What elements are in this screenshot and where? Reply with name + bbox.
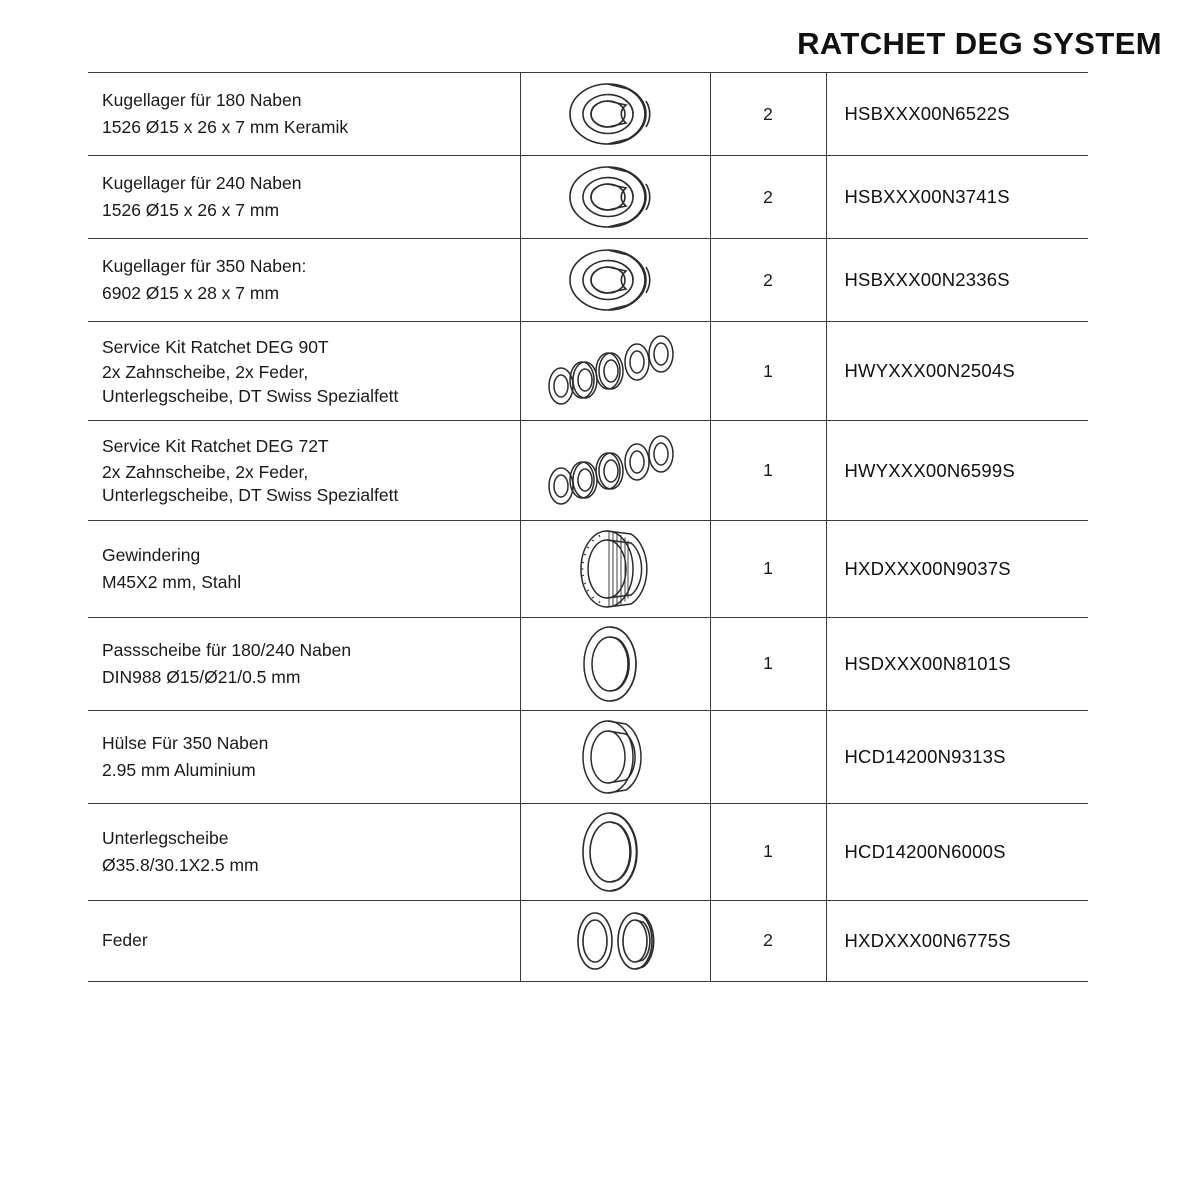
part-name: Kugellager für 350 Naben: (102, 255, 307, 276)
part-name: Feder (102, 930, 148, 951)
table-row (88, 322, 1088, 421)
part-spec: 1526 Ø15 x 26 x 7 mm (102, 200, 280, 220)
part-spec: 2.95 mm Aluminium (102, 759, 256, 780)
service-kit-rings-icon (521, 326, 710, 416)
table-row (88, 239, 1088, 322)
sleeve-ring-icon (521, 711, 710, 803)
part-spec-extra: Unterlegscheibe, DT Swiss Spezialfett (102, 485, 399, 506)
parts-table (88, 72, 1088, 982)
table-row (88, 900, 1088, 981)
part-description (88, 322, 520, 421)
part-code: HSBXXX00N6522S (826, 73, 1088, 156)
part-description (88, 520, 520, 617)
part-quantity (710, 710, 826, 803)
part-name: Hülse Für 350 Naben (102, 732, 269, 753)
shim-washer-icon (521, 618, 710, 710)
part-quantity: 2 (710, 239, 826, 322)
part-code: HSBXXX00N2336S (826, 239, 1088, 322)
part-image (520, 239, 710, 322)
part-name: Service Kit Ratchet DEG 72T (102, 436, 329, 457)
part-code: HWYXXX00N6599S (826, 421, 1088, 520)
part-code: HSBXXX00N3741S (826, 156, 1088, 239)
part-spec: 2x Zahnscheibe, 2x Feder, (102, 362, 309, 383)
part-spec: DIN988 Ø15/Ø21/0.5 mm (102, 666, 301, 687)
part-quantity: 2 (710, 900, 826, 981)
ball-bearing-icon (521, 239, 710, 321)
part-spec: Ø35.8/30.1X2.5 mm (102, 854, 259, 875)
part-image (520, 322, 710, 421)
part-code: HXDXXX00N9037S (826, 520, 1088, 617)
part-description (88, 239, 520, 322)
part-image (520, 710, 710, 803)
part-image (520, 156, 710, 239)
part-spec: M45X2 mm, Stahl (102, 571, 242, 592)
part-spec-extra: Unterlegscheibe, DT Swiss Spezialfett (102, 385, 399, 406)
page-title: RATCHET DEG SYSTEM (797, 26, 1162, 61)
table-row (88, 73, 1088, 156)
part-spec: 1526 Ø15 x 26 x 7 mm Keramik (102, 117, 349, 137)
part-name: Gewindering (102, 544, 201, 565)
part-description (88, 710, 520, 803)
part-code: HWYXXX00N2504S (826, 322, 1088, 421)
ball-bearing-icon (521, 156, 710, 238)
part-quantity: 1 (710, 520, 826, 617)
part-description (88, 73, 520, 156)
part-description (88, 617, 520, 710)
part-image (520, 421, 710, 520)
washer-ring-icon (521, 804, 710, 900)
part-description (88, 803, 520, 900)
part-name: Passscheibe für 180/240 Naben (102, 639, 352, 660)
part-name: Unterlegscheibe (102, 827, 229, 848)
part-image (520, 617, 710, 710)
table-row (88, 156, 1088, 239)
table-row (88, 520, 1088, 617)
part-name: Kugellager für 180 Naben (102, 89, 302, 110)
part-description (88, 900, 520, 981)
part-description (88, 156, 520, 239)
part-image (520, 520, 710, 617)
part-quantity: 1 (710, 322, 826, 421)
part-quantity: 1 (710, 617, 826, 710)
part-quantity: 2 (710, 73, 826, 156)
part-image (520, 803, 710, 900)
part-code: HXDXXX00N6775S (826, 900, 1088, 981)
part-code: HCD14200N6000S (826, 803, 1088, 900)
threaded-ring-icon (521, 521, 710, 617)
part-name: Service Kit Ratchet DEG 90T (102, 337, 329, 357)
part-quantity: 2 (710, 156, 826, 239)
part-code: HSDXXX00N8101S (826, 617, 1088, 710)
part-image (520, 73, 710, 156)
table-bottom-border (88, 981, 1088, 982)
table-row (88, 710, 1088, 803)
part-name: Kugellager für 240 Naben (102, 172, 302, 193)
part-code: HCD14200N9313S (826, 710, 1088, 803)
table-row (88, 421, 1088, 520)
table-row (88, 803, 1088, 900)
part-description (88, 421, 520, 520)
part-quantity: 1 (710, 421, 826, 520)
part-spec: 2x Zahnscheibe, 2x Feder, (102, 461, 309, 482)
ball-bearing-icon (521, 73, 710, 155)
spring-pair-icon (521, 901, 710, 981)
service-kit-rings-icon (521, 426, 710, 516)
table-row (88, 617, 1088, 710)
part-quantity: 1 (710, 803, 826, 900)
part-image (520, 900, 710, 981)
part-spec: 6902 Ø15 x 28 x 7 mm (102, 283, 280, 303)
